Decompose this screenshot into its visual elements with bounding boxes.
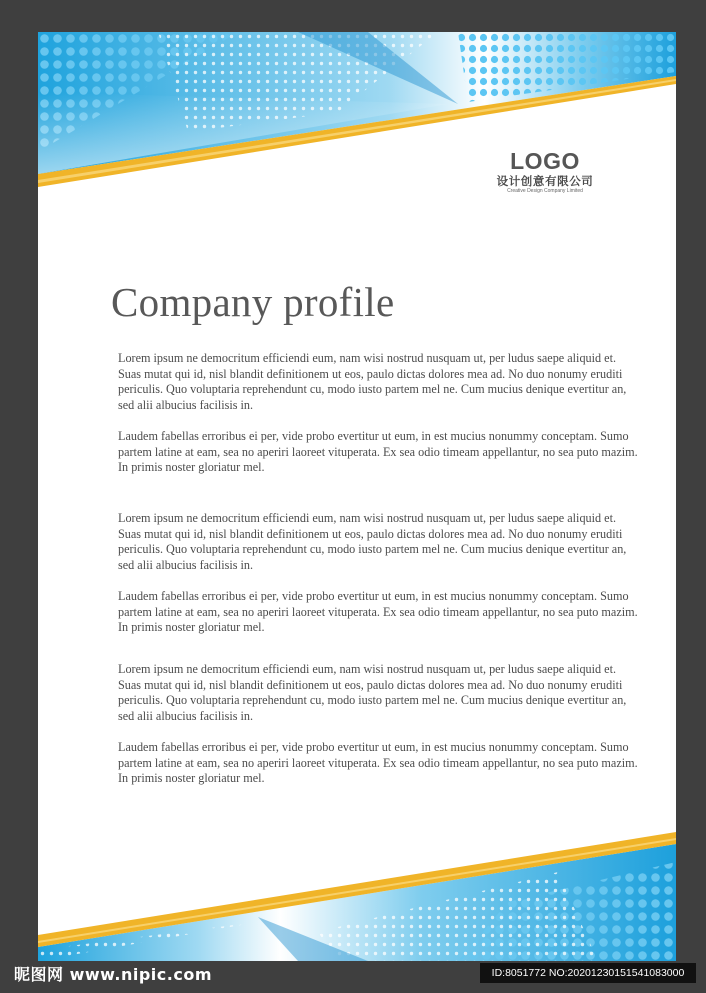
page-title: Company profile — [111, 279, 395, 325]
bottom-decoration — [38, 832, 676, 961]
logo-text: LOGO — [510, 148, 580, 174]
section-1-paragraph-2: Laudem fabellas erroribus ei per, vide probo evertitur ut eum, in est mucius nonummy conceptam. Sumo partem latine at eam, sea no aperiri laoreet vituperata. Ex sea odio timeam appellantur, no sea puto mazim. In primis noster gloriatur mel. — [118, 429, 638, 474]
section-3-paragraph-1: Lorem ipsum ne democritum efficiendi eum, nam wisi nostrud nusquam ut, per ludus saepe aliquid et. Suas mutat qui id, nisl blandit definitionem ut eos, paulo dictas dolores mea ad. No duo nonumy eruditi periculis. Quo voluptaria reprehendunt cu, modo iusto partem mel ne. Cum mucius denique evertitur an, sed alii albucius facilisis in. — [118, 662, 627, 723]
watermark-id: ID:8051772 NO:20201230151541083000 — [480, 963, 696, 983]
watermark-site: 昵图网 www.nipic.com — [14, 965, 212, 984]
section-1-paragraph-1: Lorem ipsum ne democritum efficiendi eum, nam wisi nostrud nusquam ut, per ludus saepe aliquid et. Suas mutat qui id, nisl blandit definitionem ut eos, paulo dictas dolores mea ad. No duo nonumy eruditi periculis. Quo voluptaria reprehendunt cu, modo iusto partem mel ne. Cum mucius denique evertitur an, sed alii albucius facilisis in. — [118, 351, 627, 412]
section-2-paragraph-1: Lorem ipsum ne democritum efficiendi eum, nam wisi nostrud nusquam ut, per ludus saepe aliquid et. Suas mutat qui id, nisl blandit definitionem ut eos, paulo dictas dolores mea ad. No duo nonumy eruditi periculis. Quo voluptaria reprehendunt cu, modo iusto partem mel ne. Cum mucius denique evertitur an, sed alii albucius facilisis in. — [118, 511, 627, 572]
section-2-paragraph-2: Laudem fabellas erroribus ei per, vide probo evertitur ut eum, in est mucius nonummy conceptam. Sumo partem latine at eam, sea no aperiri laoreet vituperata. Ex sea odio timeam appellantur, no sea puto mazim. In primis noster gloriatur mel. — [118, 589, 638, 634]
logo-chinese-name: 设计创意有限公司 — [496, 174, 594, 188]
letterhead-page — [38, 32, 676, 961]
company-logo — [484, 148, 606, 195]
section-3-paragraph-2: Laudem fabellas erroribus ei per, vide probo evertitur ut eum, in est mucius nonummy conceptam. Sumo partem latine at eam, sea no aperiri laoreet vituperata. Ex sea odio timeam appellantur, no sea puto mazim. In primis noster gloriatur mel. — [118, 740, 638, 785]
logo-english-name: Creative Design Company Limited — [507, 188, 583, 194]
